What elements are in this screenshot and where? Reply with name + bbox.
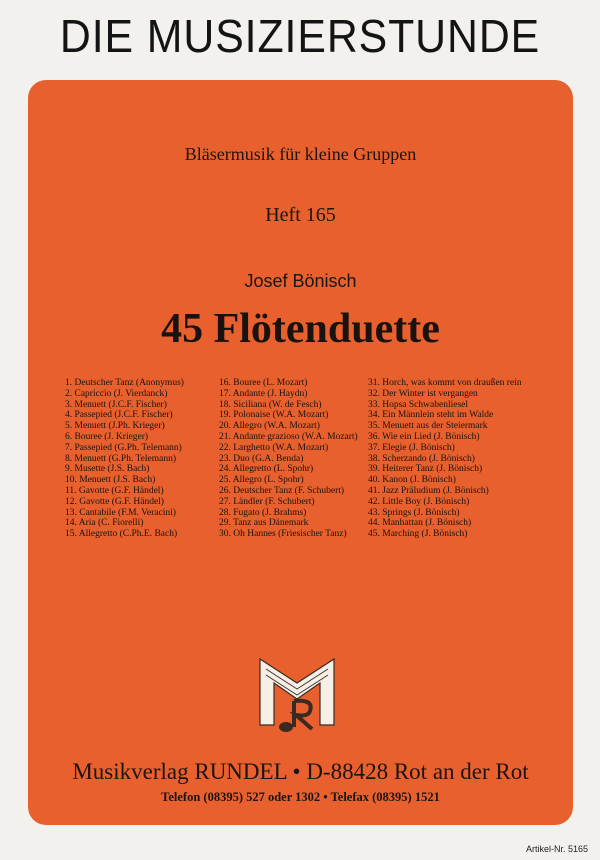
list-item: 5. Menuett (J.Ph. Krieger) [65, 421, 165, 432]
publisher-name: Musikverlag RUNDEL • D-88428 Rot an der Rot [72, 759, 529, 784]
list-item: 43. Springs (J. Bönisch) [368, 507, 460, 518]
list-item: 1. Deutscher Tanz (Anonymus) [65, 378, 184, 388]
list-item: 16. Bouree (L. Mozart) [219, 378, 308, 388]
list-item: 23. Duo (G.A. Benda) [219, 453, 304, 464]
list-item: 10. Menuett (J.S. Bach) [65, 475, 156, 486]
list-item: 14. Aria (C. Fiorelli) [65, 518, 144, 529]
subtitle: Bläsermusik für kleine Gruppen [184, 144, 417, 164]
article-number: Artikel-Nr. 5165 [525, 844, 588, 854]
list-item: 30. Oh Hannes (Friesischer Tanz) [219, 529, 347, 540]
series-title: DIE MUSIZIERSTUNDE [59, 10, 541, 62]
list-item: 17. Andante (J. Haydn) [219, 388, 308, 399]
list-item: 11. Gavotte (G.F. Händel) [65, 485, 164, 496]
list-item: 38. Scherzando (J. Bönisch) [368, 453, 475, 464]
list-item: 9. Musette (J.S. Bach) [65, 464, 150, 475]
contents-column-1 [65, 378, 184, 540]
list-item: 7. Passepied (G.Ph. Telemann) [65, 442, 182, 453]
list-item: 13. Cantabile (F.M. Veracini) [65, 507, 176, 518]
list-item: 2. Capriccio (J. Vierdanck) [65, 388, 168, 399]
composer-name: Josef Bönisch [244, 271, 357, 291]
book-title: 45 Flötenduette [161, 306, 440, 352]
list-item: 34. Ein Männlein steht im Walde [368, 410, 494, 421]
list-item: 21. Andante grazioso (W.A. Mozart) [219, 431, 358, 442]
publisher-contact: Telefon (08395) 527 oder 1302 • Telefax (08395) 1521 [161, 790, 440, 804]
contents-column-2 [219, 378, 358, 540]
list-item: 45. Marching (J. Bönisch) [368, 529, 468, 540]
list-item: 18. Siciliana (W. de Fesch) [219, 399, 322, 410]
list-item: 6. Bouree (J. Krieger) [65, 431, 149, 442]
list-item: 33. Hopsa Schwabenliesel [368, 399, 468, 410]
list-item: 39. Heiterer Tanz (J. Bönisch) [368, 464, 483, 475]
list-item: 3. Menuett (J.C.F. Fischer) [65, 399, 167, 410]
list-item: 25. Allegro (L. Spohr) [219, 475, 304, 486]
issue-number: Heft 165 [265, 204, 336, 226]
list-item: 15. Allegretto (C.Ph.E. Bach) [65, 529, 178, 540]
list-item: 8. Menuett (G.Ph. Telemann) [65, 453, 177, 464]
list-item: 27. Ländler (F. Schubert) [219, 496, 315, 507]
list-item: 42. Little Boy (J. Bönisch) [368, 496, 470, 507]
list-item: 19. Polonaise (W.A. Mozart) [219, 410, 329, 421]
list-item: 44. Manhattan (J. Bönisch) [368, 518, 472, 529]
list-item: 40. Kanon (J. Bönisch) [368, 475, 456, 486]
list-item: 28. Fugato (J. Brahms) [219, 507, 307, 518]
contents-column-3 [368, 378, 522, 540]
list-item: 36. Wie ein Lied (J. Bönisch) [368, 431, 480, 442]
list-item: 31. Horch, was kommt von draußen rein [368, 378, 522, 388]
list-item: 32. Der Winter ist vergangen [368, 388, 478, 399]
list-item: 26. Deutscher Tanz (F. Schubert) [219, 485, 345, 496]
list-item: 4. Passepied (J.C.F. Fischer) [65, 410, 173, 421]
publisher-logo-icon [256, 655, 338, 735]
list-item: 37. Elegie (J. Bönisch) [368, 442, 455, 453]
list-item: 41. Jazz Präludium (J. Bönisch) [368, 485, 489, 496]
list-item: 20. Allegro (W.A. Mozart) [219, 421, 320, 432]
list-item: 35. Menuett aus der Steiermark [368, 421, 488, 432]
cover-panel [28, 80, 573, 825]
list-item: 12. Gavotte (G.F. Händel) [65, 496, 164, 507]
list-item: 24. Allegretto (L. Spohr) [219, 464, 314, 475]
list-item: 22. Larghetto (W.A. Mozart) [219, 442, 329, 453]
list-item: 29. Tanz aus Dänemark [219, 518, 309, 529]
